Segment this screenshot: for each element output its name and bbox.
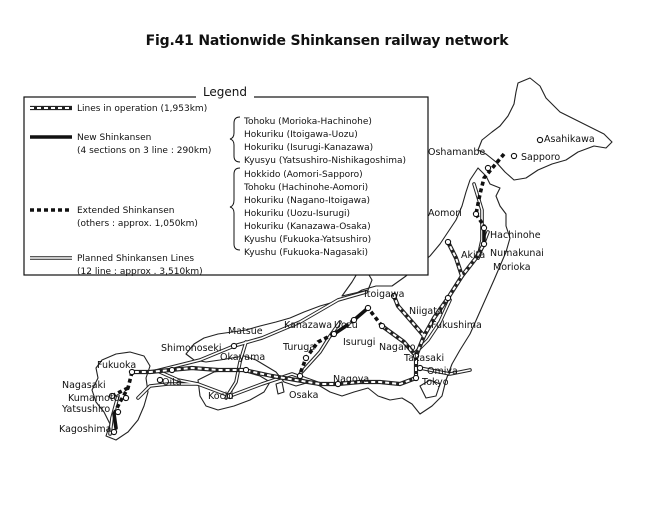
legend-planned-shinkansen-note: (12 line : approx . 3,510km) <box>77 267 203 277</box>
label-kagoshima: Kagoshima <box>59 424 112 435</box>
label-matsue: Matsue <box>228 326 263 337</box>
legend-extended-section-6: Kyushu (Fukuoka-Yatsushiro) <box>244 235 372 245</box>
label-sapporo: Sapporo <box>521 152 561 163</box>
label-oita: Oita <box>162 377 182 388</box>
label-osaka: Osaka <box>289 390 319 401</box>
station-itoigawa <box>365 305 370 310</box>
label-itoigawa: Itoigawa <box>364 289 405 300</box>
legend-new-section-1: Tohoku (Morioka-Hachinohe) <box>244 117 372 127</box>
legend-extended-shinkansen-note: (others : approx. 1,050km) <box>77 219 198 229</box>
station-fukushima <box>445 295 450 300</box>
label-kochi: Kochi <box>208 391 234 402</box>
hokkaido-outline <box>478 78 612 180</box>
label-shimonoseki: Shimonoseki <box>161 343 222 354</box>
label-morioka: Morioka <box>493 262 531 273</box>
label-niigata: Niigata <box>409 306 443 317</box>
station-aomori <box>473 211 478 216</box>
label-akita: Akita <box>461 250 486 261</box>
legend-heading: Legend <box>202 85 248 99</box>
station-kagoshima <box>111 429 116 434</box>
station-okayama <box>243 367 248 372</box>
station-omiya <box>417 365 422 370</box>
legend-new-shinkansen: New Shinkansen <box>77 133 152 143</box>
legend-extended-section-4: Hokuriku (Uozu-Isurugi) <box>244 209 351 219</box>
station-asahikawa <box>537 137 542 142</box>
figure-title: Fig.41 Nationwide Shinkansen railway network <box>145 33 509 49</box>
station-yatsushiro <box>115 409 120 414</box>
legend-extended-shinkansen: Extended Shinkansen <box>77 206 175 216</box>
station-oshamanbe <box>485 165 490 170</box>
label-takasaki: Takasaki <box>404 353 445 364</box>
legend-extended-section-5: Hokuriku (Kanazawa-Osaka) <box>244 222 371 232</box>
label-oshamanbe: Oshamanbe <box>428 147 486 158</box>
station-shimonoseki <box>169 367 174 372</box>
label-omiya: Omiya <box>427 366 458 377</box>
label-turuga: Turuga <box>283 342 316 353</box>
label-uozu: Uozu <box>334 320 358 331</box>
station-sapporo <box>511 153 516 158</box>
legend-new-shinkansen-note: (4 sections on 3 line : 290km) <box>77 146 212 156</box>
legend <box>24 83 428 277</box>
label-tokyo: Tokyo <box>422 377 449 388</box>
label-hachinohe: Hachinohe <box>490 230 541 241</box>
label-okayama: Okayama <box>220 352 266 363</box>
label-kumamoto: Kumamoto <box>68 393 120 404</box>
station-akita <box>445 239 450 244</box>
station-tokyo <box>413 375 418 380</box>
station-morioka <box>481 241 486 246</box>
station-kanazawa <box>331 331 336 336</box>
label-kanazawa: Kanazawa <box>284 320 333 331</box>
station-osaka <box>297 373 302 378</box>
awaji-outline <box>276 382 284 394</box>
label-asahikawa: Asahikawa <box>544 134 595 145</box>
station-hachinohe <box>481 225 486 230</box>
label-isurugi: Isurugi <box>343 337 376 348</box>
legend-extended-section-3: Hokuriku (Nagano-Itoigawa) <box>244 196 371 206</box>
shikoku-outline <box>198 370 270 410</box>
legend-new-section-2: Hokuriku (Itoigawa-Uozu) <box>244 130 358 140</box>
label-nagano: Nagano <box>379 342 416 353</box>
station-matsue <box>231 343 236 348</box>
station-turuga <box>303 355 308 360</box>
legend-new-section-4: Kyusyu (Yatsushiro-Nishikagoshima) <box>244 156 406 166</box>
label-nagasaki: Nagasaki <box>62 380 106 391</box>
label-numakunai: Numakunai <box>490 248 544 259</box>
legend-lines-in-operation: Lines in operation (1,953km) <box>77 104 208 114</box>
legend-planned-shinkansen: Planned Shinkansen Lines <box>77 254 195 264</box>
legend-extended-section-1: Hokkido (Aomori-Sapporo) <box>244 170 363 180</box>
legend-extended-section-7: Kyushu (Fukuoka-Nagasaki) <box>244 248 369 258</box>
label-yatsushiro: Yatsushiro <box>62 404 111 415</box>
legend-new-section-3: Hokuriku (Isurugi-Kanazawa) <box>244 143 374 153</box>
station-kumamoto <box>123 395 128 400</box>
legend-extended-section-2: Tohoku (Hachinohe-Aomori) <box>244 183 369 193</box>
label-nagoya: Nagoya <box>333 374 370 385</box>
station-nagano <box>379 323 384 328</box>
label-fukushima: Fukushima <box>431 320 482 331</box>
label-aomori: Aomori <box>428 208 462 219</box>
label-fukuoka: Fukuoka <box>97 360 137 371</box>
